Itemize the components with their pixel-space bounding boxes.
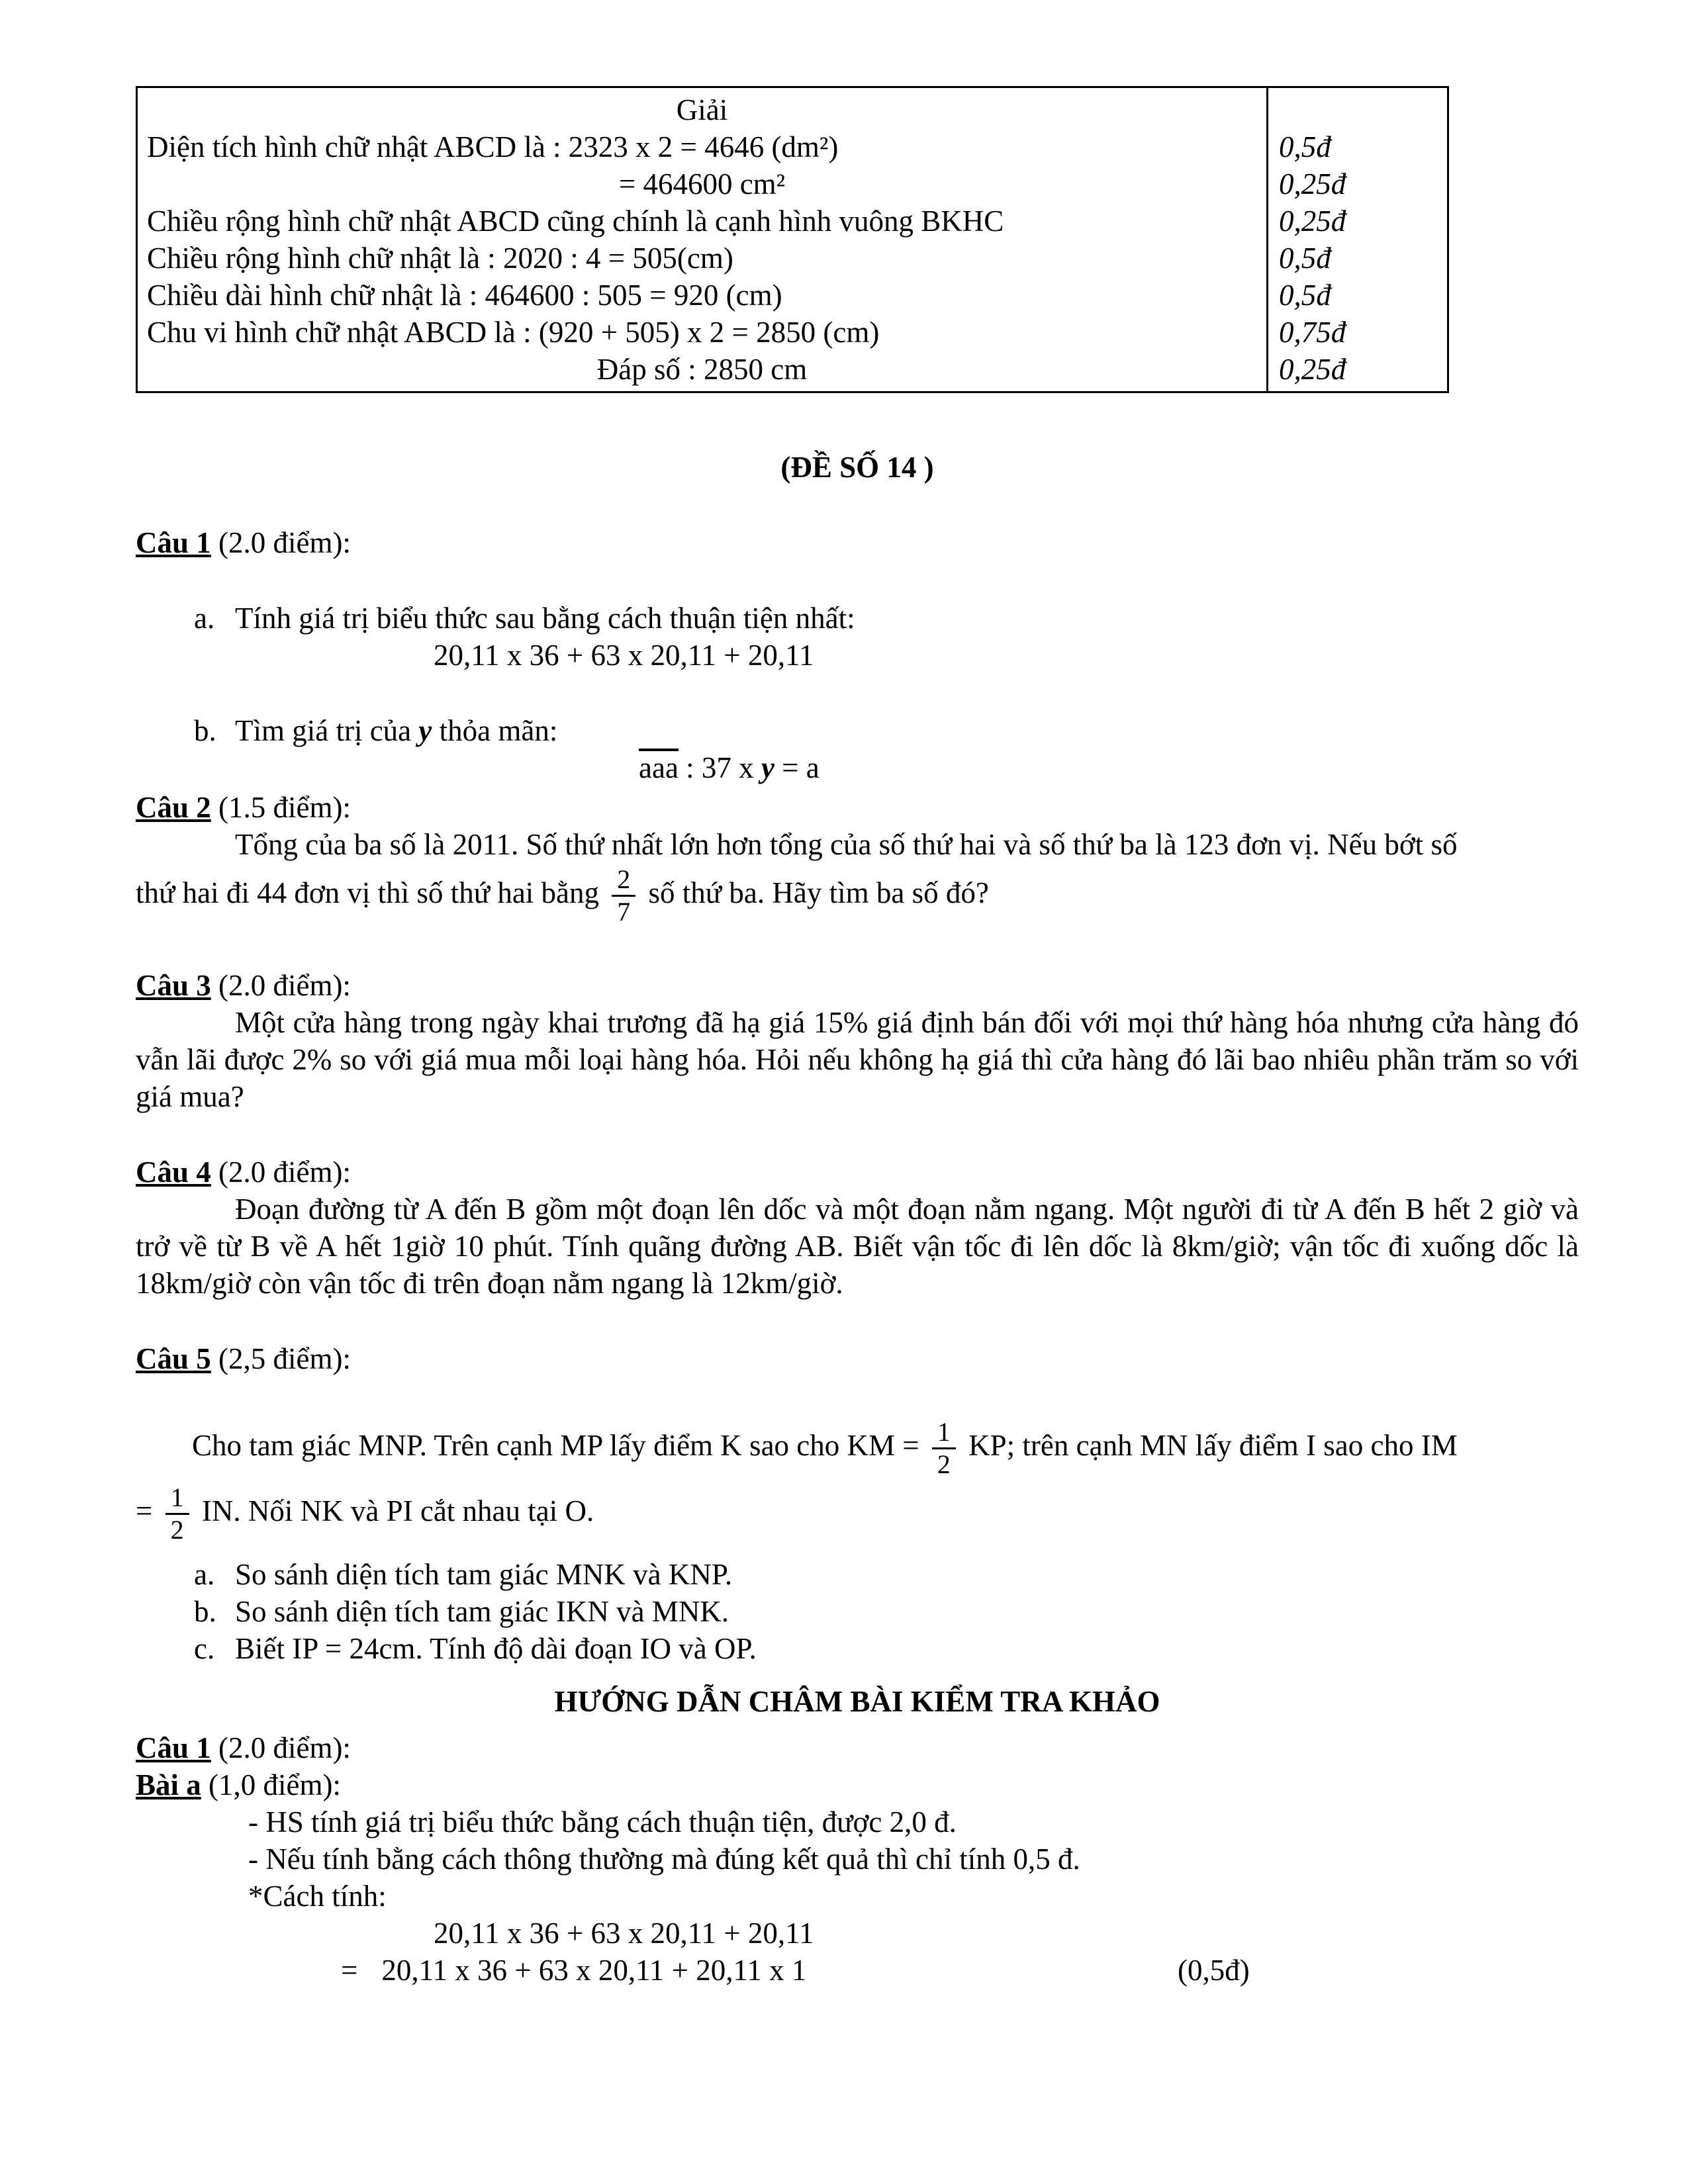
solution-row-text: Diện tích hình chữ nhật ABCD là : 2323 x 2 = 4646 (dm²) xyxy=(147,130,839,163)
solution-row-score: 0,75đ xyxy=(1279,316,1346,349)
question-2-points: (1.5 điểm): xyxy=(211,791,351,824)
solution-row-text: Chiều dài hình chữ nhật là : 464600 : 505 = 920 (cm) xyxy=(147,279,782,312)
answer-expression-2-text: 20,11 x 36 + 63 x 20,11 + 20,11 x 1 xyxy=(381,1954,807,1987)
question-1-label: Câu 1 xyxy=(136,526,211,559)
question-5-points: (2,5 điểm): xyxy=(211,1342,351,1375)
answer-question-1-heading xyxy=(136,1729,1579,1766)
answer-expression-2-score: (0,5đ) xyxy=(1178,1954,1250,1987)
overlined-number: $\overline{aaa}$ xyxy=(639,751,679,784)
question-1-item-b xyxy=(136,712,1579,749)
solution-row-score: 0,25đ xyxy=(1279,353,1346,386)
answer-expression-2 xyxy=(341,1952,1579,1989)
question-3-label: Câu 3 xyxy=(136,969,211,1002)
fraction-denominator: 2 xyxy=(937,1449,951,1479)
question-5-line-1-post: KP; trên cạnh MN lấy điểm I sao cho IM xyxy=(961,1428,1458,1462)
question-2-line-2-post: số thứ ba. Hãy tìm ba số đó? xyxy=(641,876,989,909)
question-1-equation-b xyxy=(639,749,1579,786)
question-5-item-a xyxy=(136,1556,1579,1593)
solution-row-score: 0,5đ xyxy=(1279,279,1331,312)
solution-header: Giải xyxy=(676,93,728,126)
question-5-item-b xyxy=(136,1593,1579,1630)
equals-sign: = xyxy=(341,1954,358,1987)
question-3-points: (2.0 điểm): xyxy=(211,969,351,1002)
question-2-label: Câu 2 xyxy=(136,791,211,824)
item-b-text-pre: Tìm giá trị của xyxy=(235,714,419,747)
solution-row-score: 0,25đ xyxy=(1279,205,1346,238)
solution-score-column xyxy=(1266,88,1447,391)
answer-question-1-label: Câu 1 xyxy=(136,1731,211,1764)
solution-row-score: 0,5đ xyxy=(1279,242,1331,275)
solution-row-score: 0,5đ xyxy=(1279,130,1331,163)
question-5-list xyxy=(136,1556,1579,1667)
question-1-points: (2.0 điểm): xyxy=(211,526,351,559)
question-3-body: Một cửa hàng trong ngày khai trương đã hạ giá 15% giá định bán đối với mọi thứ hàng hóa nhưng cửa hàng đó vẫn lãi được 2% so với giá mua mỗi loại hàng hóa. Hỏi nếu không hạ giá thì cửa hàng đó lãi bao nhiêu phần trăm so với giá mua? xyxy=(136,1006,1579,1113)
item-b-marker: b. xyxy=(194,1595,216,1628)
fraction-numerator: 2 xyxy=(612,864,635,897)
question-2-line-1: Tổng của ba số là 2011. Số thứ nhất lớn hơn tổng của số thứ hai và số thứ ba là 123 đơn vị. Nếu bớt số xyxy=(235,828,1458,861)
item-c-text: Biết IP = 24cm. Tính độ dài đoạn IO và OP. xyxy=(235,1632,757,1665)
answer-expression-1: 20,11 x 36 + 63 x 20,11 + 20,11 xyxy=(434,1917,814,1950)
solution-row-text: Chiều rộng hình chữ nhật ABCD cũng chính là cạnh hình vuông BKHC xyxy=(147,205,1004,238)
question-5-heading xyxy=(136,1340,1579,1377)
question-5-line-1-pre: Cho tam giác MNP. Trên cạnh MP lấy điểm K sao cho KM = xyxy=(192,1428,927,1462)
equation-mid: : 37 x xyxy=(678,751,761,784)
question-1-item-a xyxy=(136,600,1579,637)
item-b-text: So sánh diện tích tam giác IKN và MNK. xyxy=(235,1595,729,1628)
solution-row-text: = 464600 cm² xyxy=(618,167,786,201)
fraction-1-2 xyxy=(932,1417,956,1480)
fraction-2-7 xyxy=(612,864,635,927)
exam-title: (ĐỀ SỐ 14 ) xyxy=(780,451,934,484)
question-4-label: Câu 4 xyxy=(136,1156,211,1189)
question-4-points: (2.0 điểm): xyxy=(211,1156,351,1189)
variable-y: y xyxy=(418,714,432,747)
question-4-heading xyxy=(136,1154,1579,1191)
question-5-label: Câu 5 xyxy=(136,1342,211,1375)
solution-row-text: Chu vi hình chữ nhật ABCD là : (920 + 505) x 2 = 2850 (cm) xyxy=(147,316,880,349)
question-5-line-1 xyxy=(136,1416,1635,1481)
solution-table xyxy=(136,86,1449,393)
question-4-body: Đoạn đường từ A đến B gồm một đoạn lên dốc và một đoạn nằm ngang. Một người đi từ A đến B hết 2 giờ và trở về từ B về A hết 1giờ 10 phút. Tính quãng đường AB. Biết vận tốc đi lên dốc là 8km/giờ; vận tốc đi xuống dốc là 18km/giờ còn vận tốc đi trên đoạn nằm ngang là 12km/giờ. xyxy=(136,1193,1579,1300)
question-5-line-2-pre: = xyxy=(136,1494,160,1527)
item-a-text: Tính giá trị biểu thức sau bằng cách thuận tiện nhất: xyxy=(235,602,855,635)
question-5-item-c xyxy=(136,1630,1579,1667)
item-a-text: So sánh diện tích tam giác MNK và KNP. xyxy=(235,1558,733,1591)
answer-part-a-label: Bài a xyxy=(136,1768,201,1801)
solution-main-column xyxy=(138,88,1266,391)
question-1-heading xyxy=(136,524,1579,561)
fraction-1-2 xyxy=(165,1482,189,1545)
question-3-heading xyxy=(136,967,1579,1004)
question-5-line-2 xyxy=(136,1481,1579,1547)
solution-score-empty xyxy=(1279,91,1436,128)
question-5-line-2-post: IN. Nối NK và PI cắt nhau tại O. xyxy=(194,1494,594,1527)
question-2-line-2 xyxy=(136,863,1579,929)
item-a-marker: a. xyxy=(194,1558,215,1591)
answer-part-a-heading xyxy=(136,1766,1579,1803)
fraction-denominator: 7 xyxy=(617,897,631,927)
answer-note-2: - Nếu tính bằng cách thông thường mà đúng kết quả thì chỉ tính 0,5 đ. xyxy=(248,1843,1080,1876)
question-1-expression-a: 20,11 x 36 + 63 x 20,11 + 20,11 xyxy=(434,639,814,672)
variable-y: y xyxy=(761,751,774,784)
solution-row-score: 0,25đ xyxy=(1279,167,1346,201)
question-2-line-2-pre: thứ hai đi 44 đơn vị thì số thứ hai bằng xyxy=(136,876,607,909)
answer-note-1: - HS tính giá trị biểu thức bằng cách thuận tiện, được 2,0 đ. xyxy=(248,1805,957,1839)
equation-end: = a xyxy=(774,751,820,784)
solution-row-text: Đáp số : 2850 cm xyxy=(596,353,808,386)
fraction-numerator: 1 xyxy=(932,1417,956,1449)
question-2-heading xyxy=(136,789,1579,826)
answer-part-a-points: (1,0 điểm): xyxy=(201,1768,341,1801)
item-b-text-post: thỏa mãn: xyxy=(432,714,558,747)
solution-row-text: Chiều rộng hình chữ nhật là : 2020 : 4 = 505(cm) xyxy=(147,242,733,275)
fraction-numerator: 1 xyxy=(165,1482,189,1515)
answer-method-label: *Cách tính: xyxy=(248,1880,387,1913)
fraction-denominator: 2 xyxy=(170,1515,184,1545)
answer-question-1-points: (2.0 điểm): xyxy=(211,1731,351,1764)
item-b-marker: b. xyxy=(194,714,216,747)
item-c-marker: c. xyxy=(194,1632,215,1665)
answer-key-heading: HƯỚNG DẪN CHÂM BÀI KIỂM TRA KHẢO xyxy=(554,1685,1160,1718)
item-a-marker: a. xyxy=(194,602,215,635)
